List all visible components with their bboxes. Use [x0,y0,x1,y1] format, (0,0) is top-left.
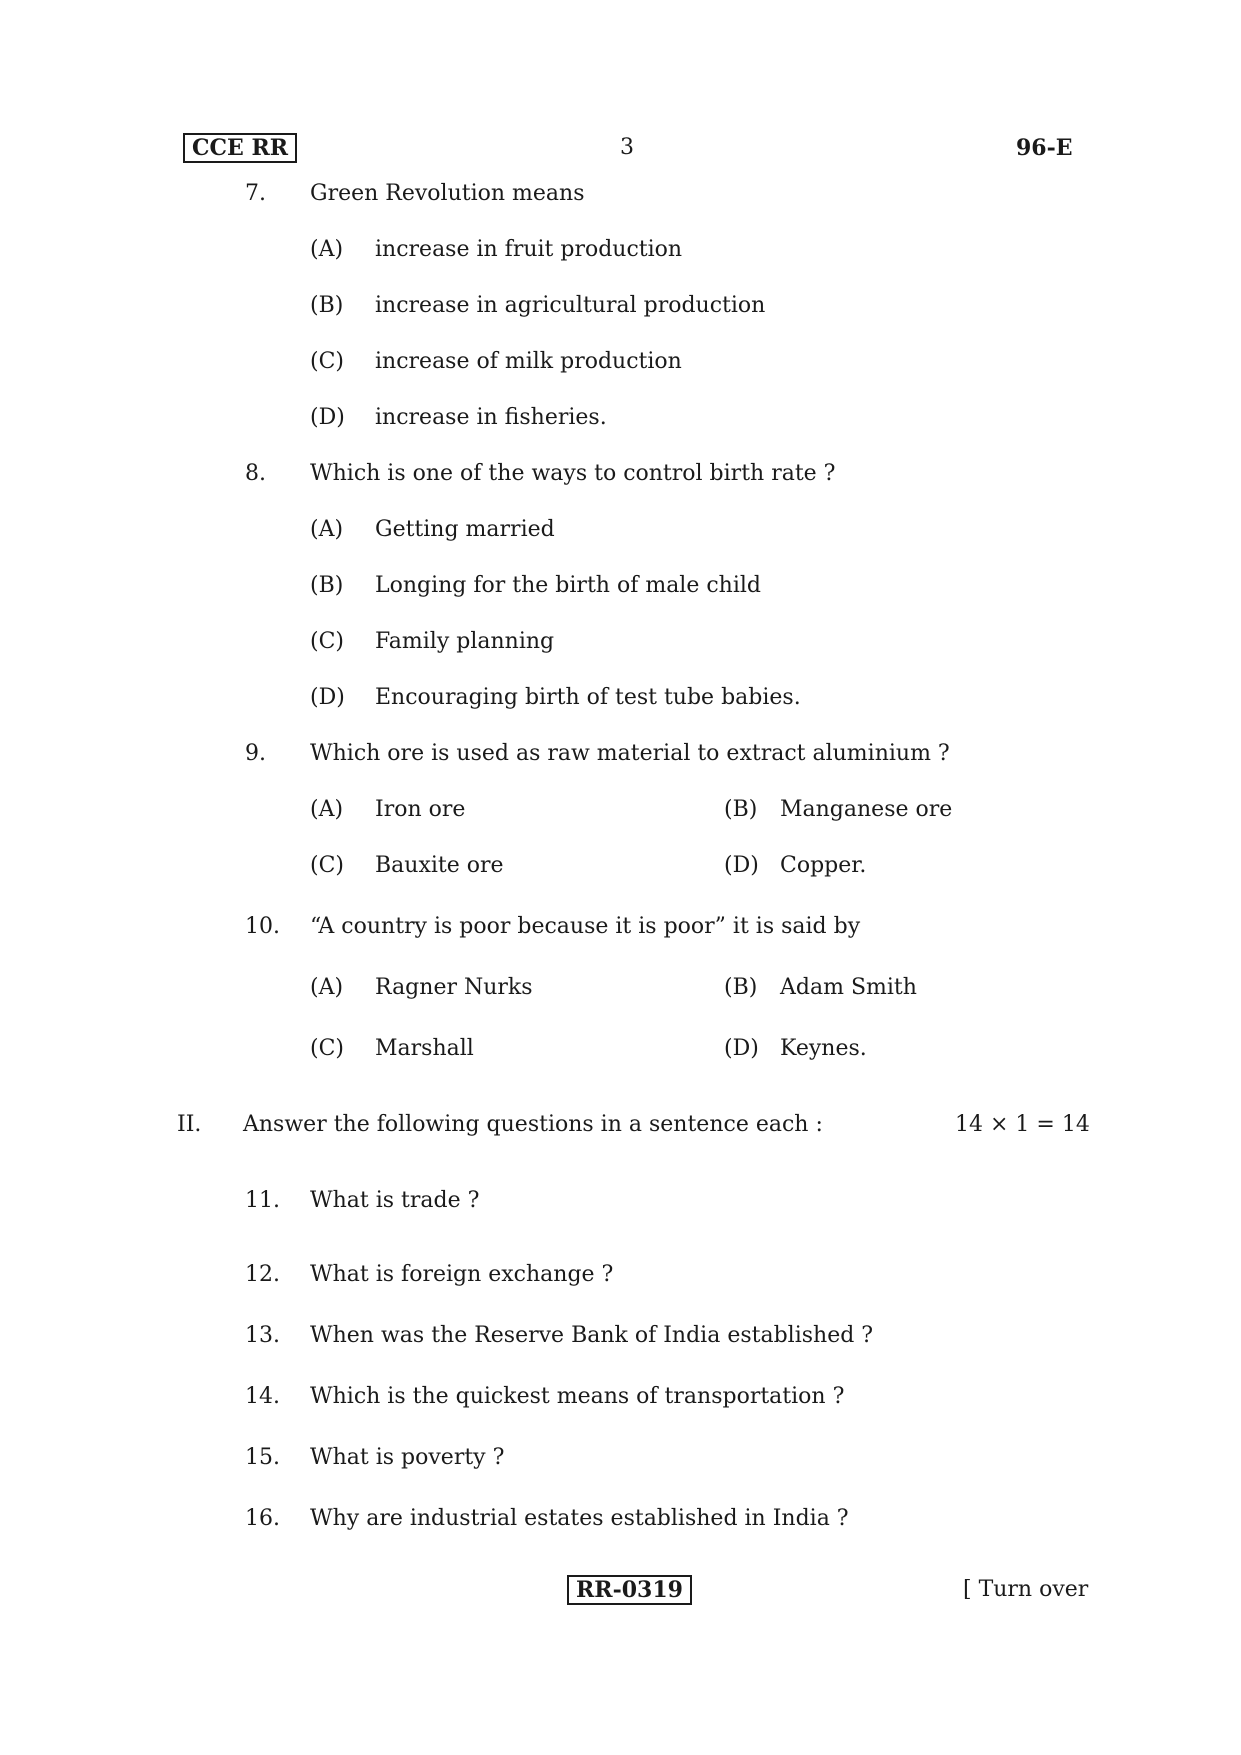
option-label: (A) [310,517,344,542]
option-label: (B) [310,293,344,318]
option-label: (D) [724,1036,759,1061]
option-label: (A) [310,237,344,262]
question-text: What is trade ? [310,1188,480,1213]
question-number: 15. [245,1445,280,1470]
turn-over-note: [ Turn over [963,1577,1089,1602]
option-text: Manganese ore [780,797,953,822]
option-label: (B) [310,573,344,598]
option-label: (B) [724,975,758,1000]
question-text: Which is the quickest means of transportation ? [310,1384,845,1409]
option-text: Bauxite ore [375,853,504,878]
option-text: Longing for the birth of male child [375,573,761,598]
option-text: Encouraging birth of test tube babies. [375,685,801,710]
option-label: (C) [310,853,344,878]
option-text: Getting married [375,517,555,542]
option-label: (D) [724,853,759,878]
option-text: Keynes. [780,1036,867,1061]
option-label: (C) [310,1036,344,1061]
option-text: increase in fisheries. [375,405,607,430]
option-text: Marshall [375,1036,474,1061]
question-text: Green Revolution means [310,181,585,206]
question-number: 7. [245,181,266,206]
option-label: (D) [310,685,345,710]
option-text: Copper. [780,853,867,878]
page-number: 3 [620,135,634,160]
question-text: When was the Reserve Bank of India established ? [310,1323,874,1348]
header-code-right: 96-E [1016,135,1073,161]
option-text: Ragner Nurks [375,975,533,1000]
option-label: (A) [310,975,344,1000]
option-text: Iron ore [375,797,466,822]
footer-code: RR-0319 [567,1575,692,1605]
question-number: 13. [245,1323,280,1348]
option-text: increase in agricultural production [375,293,766,318]
question-number: 16. [245,1506,280,1531]
question-number: 14. [245,1384,280,1409]
question-text: Which is one of the ways to control birth rate ? [310,461,836,486]
question-number: 10. [245,914,280,939]
option-text: Family planning [375,629,555,654]
option-text: increase of milk production [375,349,682,374]
header-code-left: CCE RR [183,133,297,163]
question-number: 9. [245,741,266,766]
option-label: (A) [310,797,344,822]
option-text: increase in fruit production [375,237,683,262]
section-marks: 14 × 1 = 14 [955,1112,1090,1137]
question-text: Which ore is used as raw material to extract aluminium ? [310,741,950,766]
option-label: (C) [310,629,344,654]
question-text: “A country is poor because it is poor” it is said by [310,914,861,939]
option-text: Adam Smith [780,975,917,1000]
question-number: 8. [245,461,266,486]
section-numeral: II. [177,1112,202,1137]
question-number: 11. [245,1188,280,1213]
option-label: (C) [310,349,344,374]
question-text: Why are industrial estates established in India ? [310,1506,849,1531]
option-label: (D) [310,405,345,430]
question-number: 12. [245,1262,280,1287]
option-label: (B) [724,797,758,822]
question-text: What is poverty ? [310,1445,505,1470]
question-text: What is foreign exchange ? [310,1262,614,1287]
section-instruction: Answer the following questions in a sentence each : [243,1112,823,1137]
